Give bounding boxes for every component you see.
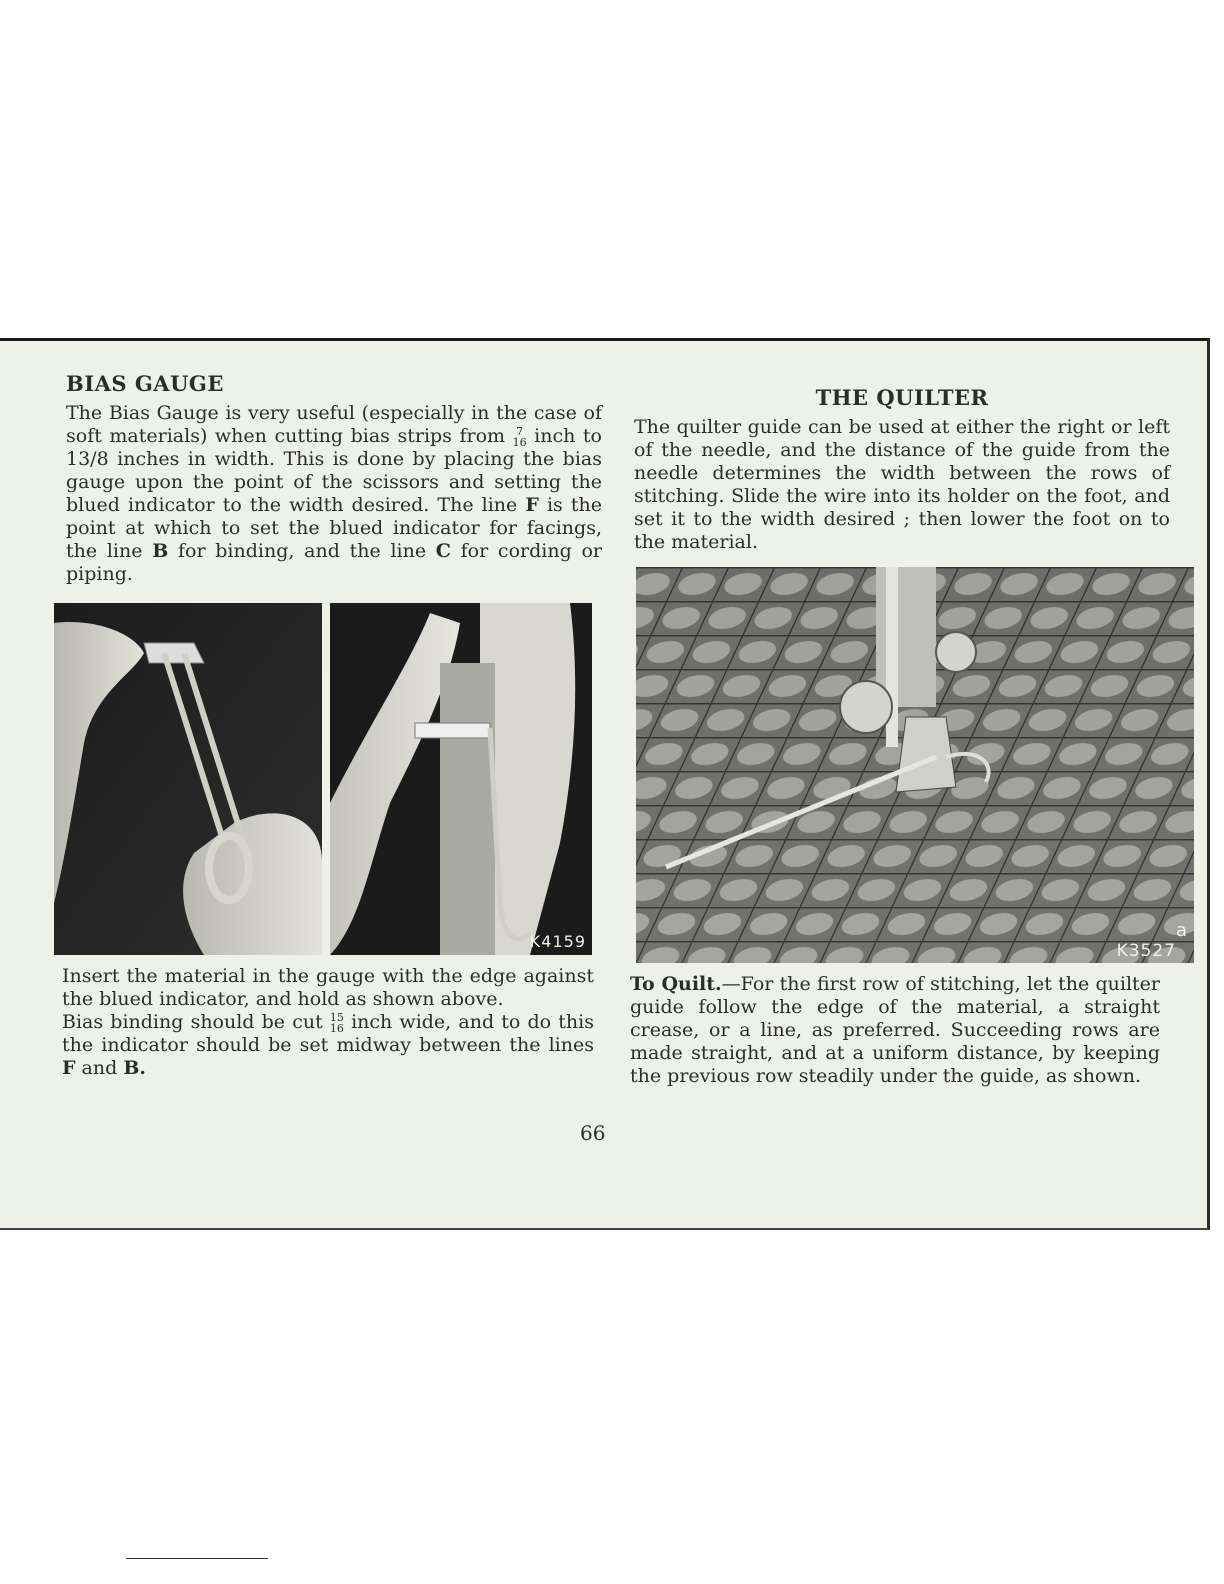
fraction-7-16: 7 16 <box>512 425 527 449</box>
insert-material-paragraph: Insert the material in the gauge with the edge against the blued indicator, and hold as shown above. <box>62 965 594 1010</box>
bias-gauge-heading: BIAS GAUGE <box>66 371 224 396</box>
manual-page <box>0 338 1210 1230</box>
quilter-photo <box>636 567 1194 963</box>
to-quilt-paragraph: To Quilt.—For the first row of stitching, let the quilter guide follow the edge of the material, a straight crease, or a line, as preferred. Succeeding rows are made straight, and at a uniform distance, by keeping the previous row steadily under the guide, as shown. <box>630 973 1161 1087</box>
quilter-section <box>630 371 1170 554</box>
bias-gauge-instructions <box>62 965 594 1080</box>
bias-gauge-description: The Bias Gauge is very useful (especially in the case of soft materials) when cutting bias strips from 7 16 inch to 13/8 inches in width. This is done by placing the bias gauge upon the point of the scissors and setting the blued indicator to the width desired. The line F is the point at which to set the blued indicator for facings, the line B for binding, and the line C for cording or piping. <box>66 402 602 585</box>
photo-code-k4159: K4159 <box>529 932 586 951</box>
scissors-gauge-photo <box>54 603 322 955</box>
quilter-description: The quilter guide can be used at either the right or left of the needle, and the distance of the guide from the needle determines the width between the rows of stitching. Slide the wire into its holder on the foot, and set it to the width desired ; then lower the foot on to the material. <box>634 416 1170 553</box>
bias-binding-paragraph: Bias binding should be cut 15 16 inch wide, and to do this the indicator should be set midway between the lines F and B. <box>62 1011 594 1079</box>
page-number: 66 <box>580 1121 606 1145</box>
to-quilt-instructions <box>630 973 1160 1088</box>
photo-mark-a: a <box>1175 920 1188 941</box>
bias-gauge-section <box>62 371 602 586</box>
footnote-rule <box>126 1558 268 1559</box>
material-gauge-photo <box>330 603 592 955</box>
photo-code-k3527: K3527 <box>1116 941 1176 961</box>
fraction-3-8: 3/8 <box>78 448 109 470</box>
fraction-15-16: 15 16 <box>329 1011 344 1035</box>
quilter-heading: THE QUILTER <box>815 385 989 410</box>
